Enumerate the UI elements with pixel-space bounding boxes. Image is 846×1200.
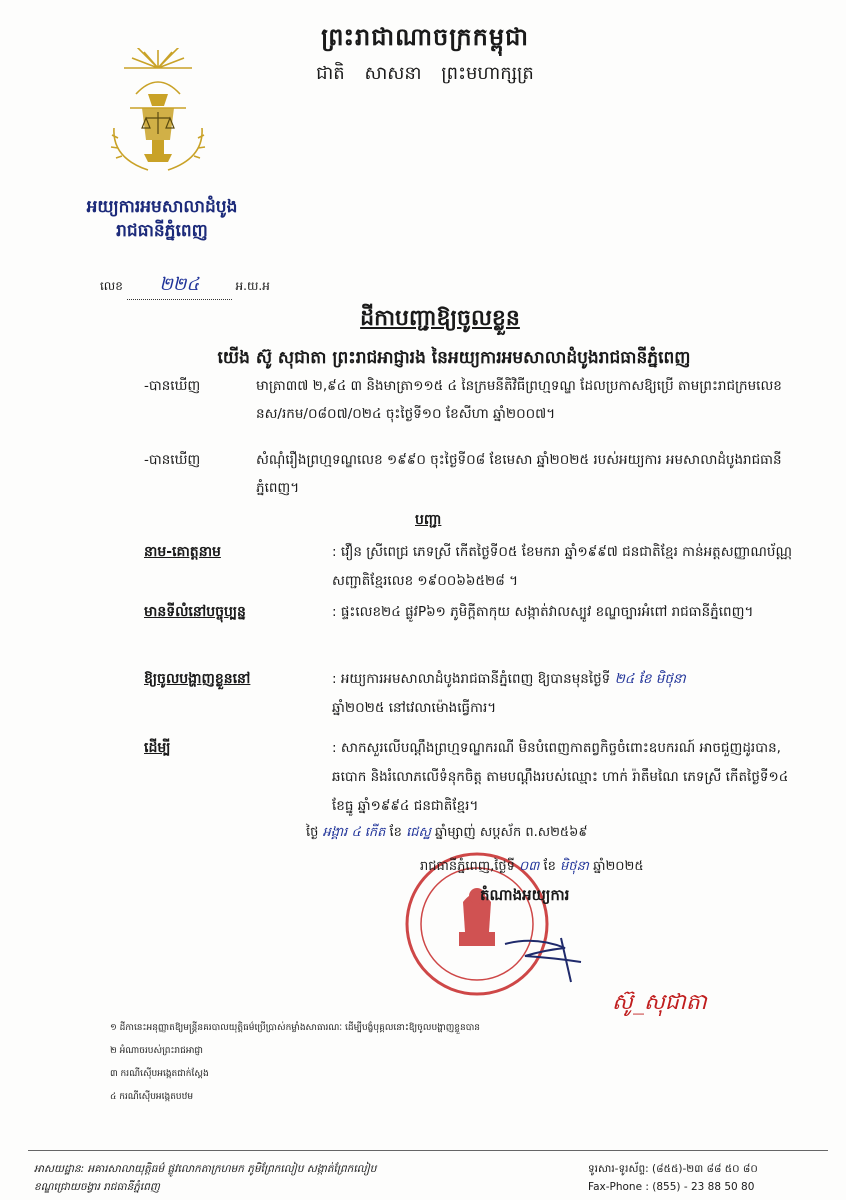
field-address: [144, 598, 804, 627]
lunar-suffix: ឆ្នាំម្សាញ់ សប្តស័ក ព.ស២៥៦៩: [434, 825, 588, 840]
field-name-label: នាម-គោត្តនាម: [144, 544, 221, 560]
footer-address-line-1: អាសយដ្ឋាន: អគារសាលាយុត្តិធម៌ ផ្លូវលោកតាក្រហមក ភូមិព្រែកលៀប សង្កាត់ព្រែកលៀប: [34, 1163, 377, 1175]
footer-phone-en: Fax-Phone : (855) - 23 88 50 80: [588, 1181, 755, 1193]
footnote: ១ ដីកានេះអនុញ្ញាតឱ្យមន្ត្រីនគរបាលយុត្តិធម៌ប្រើប្រាស់កម្លាំងសាធារណៈ ដើម្បីបង្ខំបុគ្គលនោះឱ្យចូលបង្ហាញខ្លួនបាន: [110, 1023, 481, 1033]
field-name-value: : វឿន ស្រីពេជ្រ ភេទស្រី កើតថ្ងៃទី០៥ ខែមករា ឆ្នាំ១៩៩៧ ជនជាតិខ្មែរ កាន់អត្តសញ្ញាណប័ណ្ណសញ្ជាតិខ្មែរលេខ ១៩០០៦៦៥២៨ ។: [332, 544, 792, 589]
appearance-handwritten-date: ២៤ ខែ មិថុនា: [614, 671, 686, 687]
field-address-value: : ផ្ទះលេខ២៤ ផ្លូវP៦១ ភូមិក្ពីតាកុយ សង្កាត់វាលស្បូវ ខណ្ឌច្បារអំពៅ រាជធានីភ្នំពេញ។: [332, 604, 754, 620]
prosecutor-line: យើង ស៊ូ សុជាតា ព្រះរាជអាជ្ញារង នៃអយ្យការអមសាលាដំបូងរាជធានីភ្នំពេញ: [217, 348, 691, 368]
consideration-text: មាត្រា៣៧ ២,៩៤ ៣ និងមាត្រា១១៥ ៤ នៃក្រមនីតិវិធីព្រហ្មទណ្ឌ ដែលប្រកាសឱ្យប្រើ តាមព្រះរាជក្រមលេខ នស/រកម/០៨០៧/០២៤ ចុះថ្ងៃទី១០ ខែសីហា ឆ្នាំ២០០៧។: [256, 378, 782, 422]
solar-month-prefix: ខែ: [543, 859, 556, 874]
consideration-1: [144, 372, 804, 428]
solar-suffix: ឆ្នាំ២០២៥: [593, 859, 644, 874]
footnotes: [110, 1017, 480, 1109]
consideration-2: [144, 446, 804, 502]
reference-number: [100, 272, 270, 300]
solar-date: [420, 858, 644, 877]
signatory-title: តំណាងអយ្យការ: [480, 886, 570, 904]
field-name: [144, 538, 804, 596]
field-address-label: មានទីលំនៅបច្ចុប្បន្ន: [144, 604, 246, 620]
office-line-2: រាជធានីភ្នំពេញ: [116, 221, 208, 241]
consideration-text: សំណុំរឿងព្រហ្មទណ្ឌលេខ ១៩៩០ ចុះថ្ងៃទី០៨ ខែមេសា ឆ្នាំ២០២៥ របស់អយ្យការ អមសាលាដំបូងរាជធានីភ្នំពេញ។: [256, 452, 782, 496]
appearance-text-a: : អយ្យការអមសាលាដំបូងរាជធានីភ្នំពេញ ឱ្យបានមុនថ្ងៃទី: [332, 671, 611, 687]
consideration-label: -បានឃើញ: [144, 378, 201, 394]
national-motto: ជាតិ សាសនា ព្រះមហាក្សត្រ: [316, 63, 534, 84]
solar-month: មិថុនា: [560, 859, 589, 874]
document-title: ដីកាបញ្ជាឱ្យចូលខ្លួន: [360, 306, 520, 331]
footnote: ២ អំណាចរបស់ព្រះរាជអាជ្ញា: [110, 1046, 203, 1056]
lunar-prefix: ថ្ងៃ: [306, 825, 319, 840]
footnote: ៤ ករណីស៊ើបអង្កេតបឋម: [110, 1092, 194, 1102]
lunar-phase: ៤ កើត: [351, 825, 386, 840]
issuing-office: [62, 195, 262, 243]
lunar-month: ជេស្ឋ: [406, 825, 431, 840]
field-appearance-value: [332, 665, 804, 723]
solar-day: ០៣: [519, 859, 540, 874]
consideration-label: -បានឃើញ: [144, 452, 201, 468]
lunar-day: អង្គារ: [322, 825, 348, 840]
order-heading: បញ្ជា: [415, 512, 442, 528]
footer-phone-km: ទូរសារ-ទូរស័ព្ទ: (៨៥៥)-២៣ ៨៨ ៥០ ៨០: [588, 1163, 758, 1175]
footnote: ៣ ករណីស៊ើបអង្កេតជាក់ស្តែង: [110, 1069, 209, 1079]
field-appearance-label: ឱ្យចូលបង្ហាញខ្លួននៅ: [144, 671, 251, 687]
footer-contact: [588, 1160, 758, 1196]
kingdom-name: ព្រះរាជាណាចក្រកម្ពុជា: [321, 23, 529, 51]
field-purpose: [144, 734, 804, 821]
footer-address: [34, 1160, 376, 1196]
lunar-month-prefix: ខែ: [389, 825, 402, 840]
field-appearance: [144, 665, 804, 723]
office-line-1: អយ្យការអមសាលាដំបូង: [86, 197, 238, 217]
field-purpose-value: : សាកសួរលើបណ្តឹងព្រហ្មទណ្ឌករណី មិនបំពេញកាតព្វកិច្ចចំពោះឧបករណ៍ អាចជួញដូរបាន, ឆបោក និងរំលោភលើទំនុកចិត្ត តាមបណ្តឹងរបស់ឈ្មោះ ហាក់ រ៉ាតឹមណៃ ភេទស្រី កើតថ្ងៃទី១៤ ខែធ្នូ ឆ្នាំ១៩៩៤ ជនជាតិខ្មែរ។: [332, 740, 789, 814]
field-purpose-label: ដើម្បី: [144, 740, 171, 756]
ref-prefix: លេខ: [100, 279, 123, 293]
official-seal-icon: [385, 832, 585, 997]
ref-suffix: អ.យ.អ: [235, 279, 270, 293]
ref-number: ២២៤: [127, 272, 232, 300]
footer-divider: [28, 1150, 828, 1151]
solar-prefix: រាជធានីភ្នំពេញ,ថ្ងៃទី: [420, 859, 515, 874]
appearance-text-b: ឆ្នាំ២០២៥ នៅវេលាម៉ោងធ្វើការ។: [332, 700, 497, 716]
court-emblem-icon: [96, 48, 220, 178]
signatory-name: ស៊ូ_សុជាតា: [612, 990, 707, 1015]
lunar-date: [306, 824, 588, 843]
kingdom-heading: [240, 22, 610, 88]
footer-address-line-2: ខណ្ឌជ្រោយចង្វារ រាជធានីភ្នំពេញ: [34, 1181, 160, 1193]
